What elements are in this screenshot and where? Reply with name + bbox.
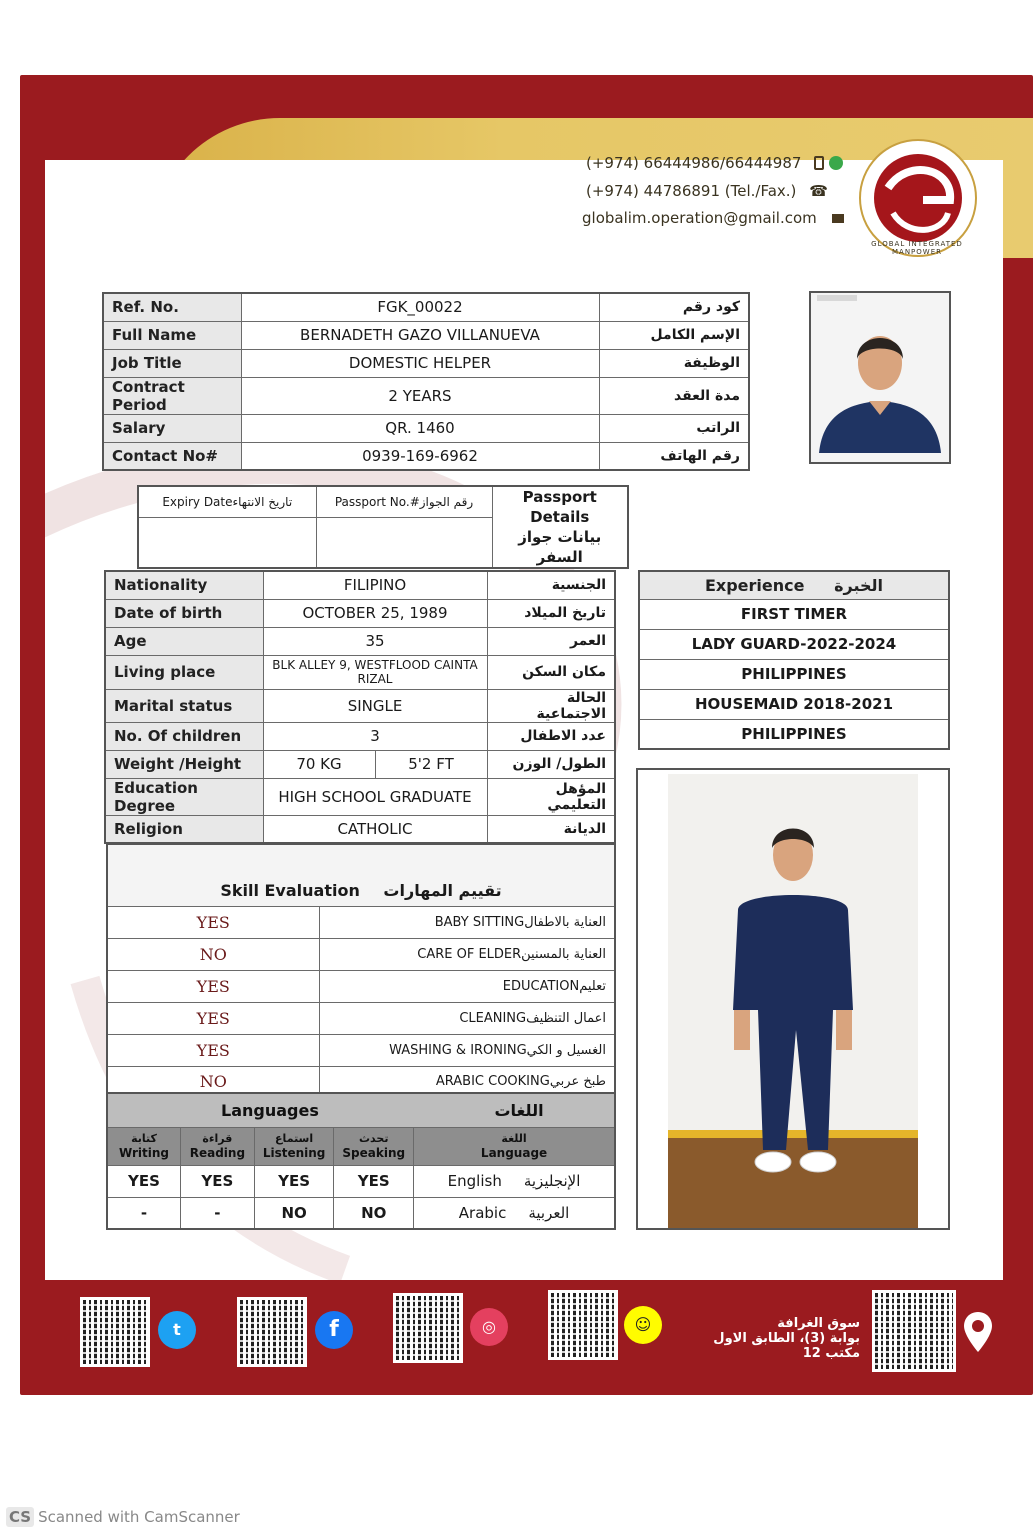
expiry-date-label: Expiry Dateتاريخ الانتهاء xyxy=(138,486,316,518)
personal-value: SINGLE xyxy=(263,689,487,722)
instagram-icon[interactable]: ◎ xyxy=(470,1308,508,1346)
weight-height-row xyxy=(105,750,615,778)
personal-row xyxy=(105,655,615,689)
weight-value: 70 KG xyxy=(263,750,375,778)
language-column-header: اللغة Language xyxy=(414,1127,615,1165)
personal-value: 35 xyxy=(263,627,487,655)
language-writing-value: YES xyxy=(107,1165,180,1197)
profile-arabic-label: الراتب xyxy=(599,414,749,442)
language-reading-value: YES xyxy=(180,1165,254,1197)
language-row xyxy=(107,1165,615,1197)
phone-icon: ☎ xyxy=(809,182,828,200)
experience-row xyxy=(639,599,949,629)
facebook-qr-code[interactable] xyxy=(237,1297,307,1367)
education-arabic-label: المؤهل التعليمي xyxy=(487,778,615,815)
experience-table xyxy=(638,570,950,750)
personal-label: Date of birth xyxy=(105,599,263,627)
profile-row xyxy=(103,377,749,414)
location-qr-code[interactable] xyxy=(872,1290,956,1372)
language-listening-value: YES xyxy=(254,1165,334,1197)
personal-value: BLK ALLEY 9, WESTFLOOD CAINTA RIZAL xyxy=(263,655,487,689)
experience-item: PHILIPPINES xyxy=(639,719,949,749)
skill-evaluation-table xyxy=(106,843,616,1099)
experience-row xyxy=(639,689,949,719)
skill-row xyxy=(107,906,615,938)
profile-value: DOMESTIC HELPER xyxy=(241,349,599,377)
facebook-icon[interactable]: f xyxy=(315,1311,353,1349)
skill-row xyxy=(107,938,615,970)
profile-label: Job Title xyxy=(103,349,241,377)
profile-value: 2 YEARS xyxy=(241,377,599,414)
experience-row xyxy=(639,629,949,659)
profile-row xyxy=(103,442,749,470)
passport-number-label: Passport No.#رقم الجواز xyxy=(316,486,492,518)
profile-arabic-label: الإسم الكامل xyxy=(599,321,749,349)
personal-row xyxy=(105,722,615,750)
personal-value: 3 xyxy=(263,722,487,750)
language-listening-value: NO xyxy=(254,1197,334,1229)
profile-label: Salary xyxy=(103,414,241,442)
education-row xyxy=(105,778,615,815)
religion-label: Religion xyxy=(105,815,263,843)
personal-label: Living place xyxy=(105,655,263,689)
profile-value: QR. 1460 xyxy=(241,414,599,442)
language-column-header: تحدث Speaking xyxy=(334,1127,414,1165)
full-body-photo xyxy=(636,768,950,1230)
portrait-photo xyxy=(809,291,951,464)
education-value: HIGH SCHOOL GRADUATE xyxy=(263,778,487,815)
personal-details-table xyxy=(104,570,616,844)
weight-height-arabic-label: الطول/ الوزن xyxy=(487,750,615,778)
education-label: Education Degree xyxy=(105,778,263,815)
profile-label: Contact No# xyxy=(103,442,241,470)
experience-row xyxy=(639,659,949,689)
profile-arabic-label: الوظيفة xyxy=(599,349,749,377)
personal-row xyxy=(105,599,615,627)
personal-value: OCTOBER 25, 1989 xyxy=(263,599,487,627)
whatsapp-contact: (+974) 66444986/66444987 xyxy=(586,154,843,172)
religion-value: CATHOLIC xyxy=(263,815,487,843)
profile-arabic-label: رقم الهاتف xyxy=(599,442,749,470)
email-icon xyxy=(832,214,844,223)
profile-table xyxy=(102,292,750,471)
language-reading-value: - xyxy=(180,1197,254,1229)
snapchat-icon[interactable]: ☺ xyxy=(624,1306,662,1344)
language-row xyxy=(107,1197,615,1229)
language-name: English الإنجليزية xyxy=(414,1165,615,1197)
personal-arabic-label: العمر xyxy=(487,627,615,655)
profile-value: FGK_00022 xyxy=(241,293,599,321)
profile-arabic-label: كود رقم xyxy=(599,293,749,321)
skill-rating: YES xyxy=(107,970,319,1002)
skill-name: WASHING & IRONINGالغسيل و الكي xyxy=(319,1034,615,1066)
camscanner-icon: CS xyxy=(6,1507,34,1527)
language-column-header: استماع Listening xyxy=(254,1127,334,1165)
skill-name: CARE OF ELDERالعناية بالمسنين xyxy=(319,938,615,970)
office-address: سوق الغرافة بوابة (3)، الطابق الاول مكتب 12 xyxy=(713,1316,860,1361)
weight-height-label: Weight /Height xyxy=(105,750,263,778)
skill-rating: NO xyxy=(107,938,319,970)
profile-label: Ref. No. xyxy=(103,293,241,321)
mobile-icon xyxy=(814,156,824,170)
personal-arabic-label: مكان السكن xyxy=(487,655,615,689)
skill-evaluation-header: Skill Evaluation تقييم المهارات xyxy=(107,844,615,906)
location-pin-icon[interactable] xyxy=(962,1310,994,1354)
profile-row xyxy=(103,414,749,442)
experience-row xyxy=(639,719,949,749)
profile-label: Contract Period xyxy=(103,377,241,414)
language-column-header: قراءة Reading xyxy=(180,1127,254,1165)
passport-number-value xyxy=(316,518,492,568)
profile-value: BERNADETH GAZO VILLANUEVA xyxy=(241,321,599,349)
profile-row xyxy=(103,293,749,321)
profile-value: 0939-169-6962 xyxy=(241,442,599,470)
logo-english-text: GLOBAL INTEGRATED MANPOWER xyxy=(871,240,963,256)
personal-arabic-label: تاريخ الميلاد xyxy=(487,599,615,627)
personal-label: Nationality xyxy=(105,571,263,599)
experience-item: LADY GUARD-2022-2024 xyxy=(639,629,949,659)
skill-rating: YES xyxy=(107,1002,319,1034)
profile-row xyxy=(103,349,749,377)
camscanner-watermark: CS Scanned with CamScanner xyxy=(6,1507,240,1527)
language-writing-value: - xyxy=(107,1197,180,1229)
skill-name: CLEANINGاعمال التنظيف xyxy=(319,1002,615,1034)
passport-table xyxy=(137,485,629,569)
skill-rating: YES xyxy=(107,906,319,938)
personal-arabic-label: عدد الاطفال xyxy=(487,722,615,750)
experience-item: HOUSEMAID 2018-2021 xyxy=(639,689,949,719)
expiry-date-value xyxy=(138,518,316,568)
experience-header: Experience الخبرة xyxy=(639,571,949,599)
passport-details-title: Passport Details بيانات جواز السفر xyxy=(492,486,628,568)
experience-item: FIRST TIMER xyxy=(639,599,949,629)
height-value: 5'2 FT xyxy=(375,750,487,778)
religion-arabic-label: الديانة xyxy=(487,815,615,843)
personal-row xyxy=(105,627,615,655)
skill-name: ARABIC COOKINGطبخ عربي xyxy=(319,1066,615,1098)
twitter-qr-code[interactable] xyxy=(80,1297,150,1367)
skill-rating: YES xyxy=(107,1034,319,1066)
email-contact[interactable]: globalim.operation@gmail.com xyxy=(582,209,844,227)
language-column-header: كتابة Writing xyxy=(107,1127,180,1165)
personal-value: FILIPINO xyxy=(263,571,487,599)
skill-row xyxy=(107,1034,615,1066)
language-speaking-value: NO xyxy=(334,1197,414,1229)
snapchat-qr-code[interactable] xyxy=(548,1290,618,1360)
languages-table xyxy=(106,1092,616,1230)
whatsapp-icon xyxy=(829,156,843,170)
personal-arabic-label: الحالة الاجتماعية xyxy=(487,689,615,722)
skill-row xyxy=(107,1002,615,1034)
profile-label: Full Name xyxy=(103,321,241,349)
personal-label: No. Of children xyxy=(105,722,263,750)
twitter-icon[interactable]: t xyxy=(158,1311,196,1349)
skill-name: BABY SITTINGالعناية بالاطفال xyxy=(319,906,615,938)
skill-rating: NO xyxy=(107,1066,319,1098)
profile-arabic-label: مدة العقد xyxy=(599,377,749,414)
language-name: Arabic العربية xyxy=(414,1197,615,1229)
personal-row xyxy=(105,689,615,722)
skill-row xyxy=(107,970,615,1002)
instagram-qr-code[interactable] xyxy=(393,1293,463,1363)
language-speaking-value: YES xyxy=(334,1165,414,1197)
skill-name: EDUCATIONتعليم xyxy=(319,970,615,1002)
personal-row xyxy=(105,571,615,599)
languages-header: Languages اللغات xyxy=(107,1093,615,1127)
religion-row xyxy=(105,815,615,843)
personal-arabic-label: الجنسية xyxy=(487,571,615,599)
experience-item: PHILIPPINES xyxy=(639,659,949,689)
personal-label: Marital status xyxy=(105,689,263,722)
profile-row xyxy=(103,321,749,349)
tel-fax-contact: (+974) 44786891 (Tel./Fax.) ☎ xyxy=(586,182,828,200)
personal-label: Age xyxy=(105,627,263,655)
